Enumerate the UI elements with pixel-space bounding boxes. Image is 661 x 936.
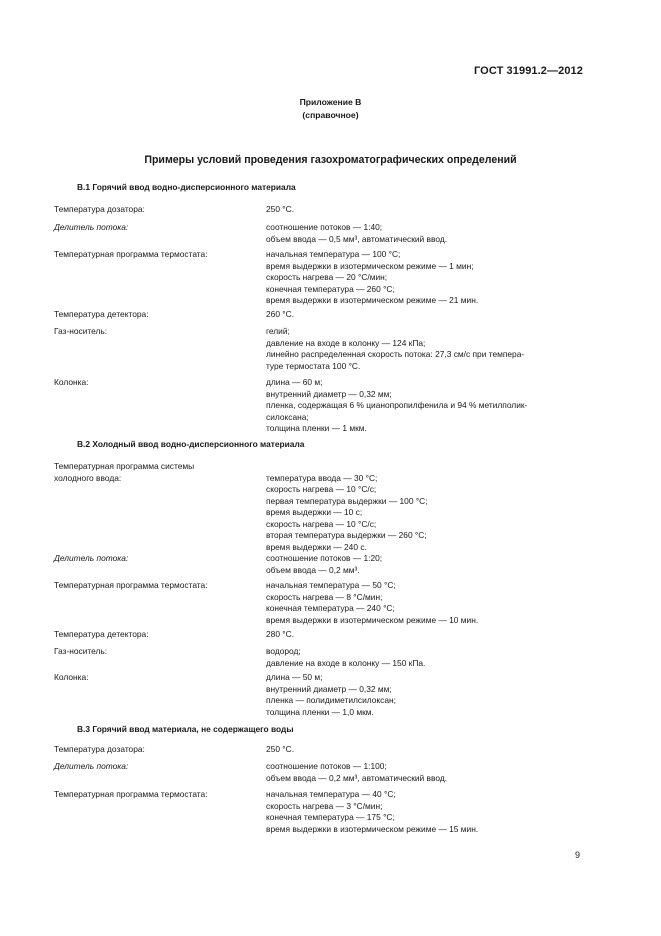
param-label: Колонка:: [54, 672, 89, 682]
section-title-b1: В.1 Горячий ввод водно-дисперсионного материала: [77, 182, 296, 192]
param-label: Температура дозатора:: [54, 744, 145, 754]
param-label: Колонка:: [54, 377, 89, 387]
page-title: Примеры условий проведения газохроматографических определений: [144, 154, 517, 166]
param-value: температура ввода — 30 °С; скорость нагрева — 10 °С/с; первая температура выдержки — 100 °С; время выдержки — 10 с; скорость нагрева — 10 °С/с; вторая температура выдержки — 260 °С; время выдержки — 240 с.: [266, 472, 428, 552]
param-value: начальная температура — 100 °С; время выдержки в изотермическом режиме — 1 мин; скорость нагрева — 20 °С/мин; конечная температура — 260 °С; время выдержки в изотермическом режиме — 21 мин.: [266, 249, 479, 305]
param-label: Температурная программа системы холодного ввода:: [54, 461, 195, 483]
param-value: длина — 50 м; внутренний диаметр — 0,32 мм; пленка — полидиметилсилоксан; толщина пленки — 1,0 мкм.: [266, 672, 396, 717]
param-value: соотношение потоков — 1:40; объем ввода — 0,5 мм³, автоматический ввод.: [266, 222, 448, 244]
annex-subtitle: (справочное): [302, 110, 359, 120]
param-label: Температура дозатора:: [54, 204, 145, 214]
param-label: Температурная программа термостата:: [54, 789, 208, 799]
param-label: Делитель потока:: [54, 761, 129, 771]
param-value: 250 °С.: [266, 204, 295, 214]
param-value: 260 °С.: [266, 309, 295, 319]
param-value: соотношение потоков — 1:100; объем ввода — 0,2 мм³, автоматический ввод.: [266, 761, 448, 783]
annex-title: Приложение В: [299, 97, 362, 107]
param-value: соотношение потоков — 1:20; объем ввода — 0,2 мм³.: [266, 553, 383, 575]
param-label: Газ-носитель:: [54, 646, 108, 656]
param-label: Газ-носитель:: [54, 326, 108, 336]
param-value: длина — 60 м; внутренний диаметр — 0,32 мм; пленка, содержащая 6 % цианопропилфенила и 94 % метилполик- силоксана; толщина пленки — 1 мкм.: [266, 377, 528, 433]
param-value: гелий; давление на входе в колонку — 124 кПа; линейно распределенная скорость потока: 27,3 см/с при темпера- туре термостата 100 °С.: [266, 326, 525, 371]
param-label: Температура детектора:: [54, 629, 149, 639]
annex-heading: [0, 96, 661, 122]
param-label: Делитель потока:: [54, 222, 129, 232]
param-label: Делитель потока:: [54, 553, 129, 563]
param-label: Температура детектора:: [54, 309, 149, 319]
param-value: водород; давление на входе в колонку — 150 кПа.: [266, 646, 426, 668]
param-label: Температурная программа термостата:: [54, 249, 208, 259]
document-code: ГОСТ 31991.2—2012: [473, 65, 583, 77]
param-label: Температурная программа термостата:: [54, 580, 208, 590]
section-title-b2: В.2 Холодный ввод водно-дисперсионного материала: [77, 439, 305, 449]
param-value: начальная температура — 40 °С; скорость нагрева — 3 °С/мин; конечная температура — 175 °С; время выдержки в изотермическом режиме — 15 мин.: [266, 789, 479, 834]
page-number: 9: [575, 850, 581, 860]
param-value: 250 °С.: [266, 744, 295, 754]
section-title-b3: В.3 Горячий ввод материала, не содержащего воды: [77, 724, 294, 734]
param-value: 280 °С.: [266, 629, 295, 639]
param-value: начальная температура — 50 °С; скорость нагрева — 8 °С/мин; конечная температура — 240 °С; время выдержки в изотермическом режиме — 10 мин.: [266, 580, 479, 625]
